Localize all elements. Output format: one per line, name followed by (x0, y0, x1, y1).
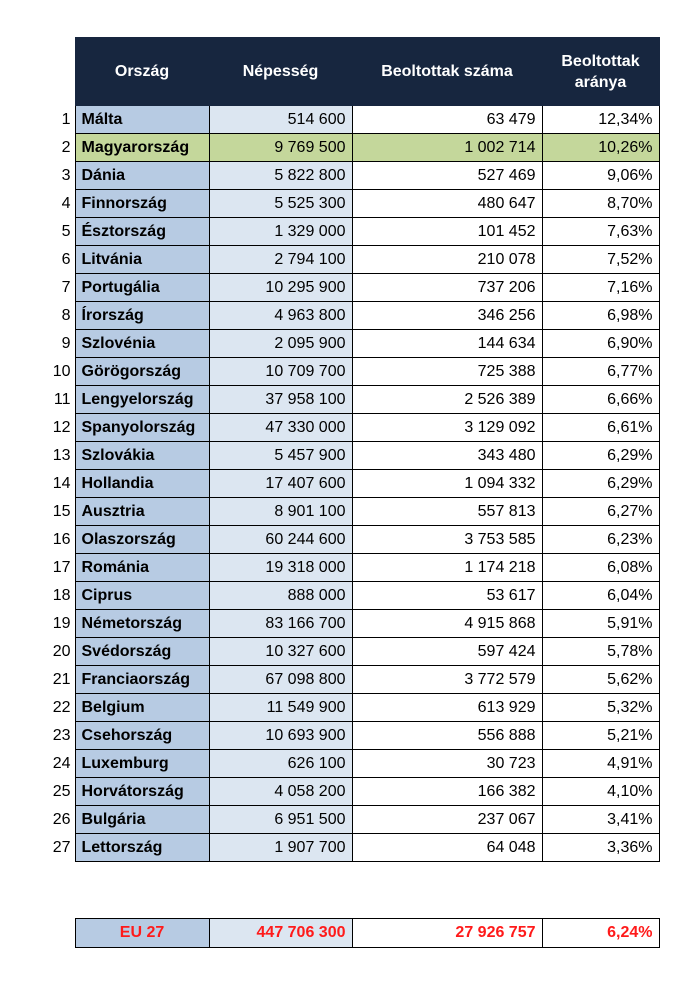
table-row (44, 722, 659, 750)
table-row (44, 442, 659, 470)
population-cell: 1 907 700 (209, 834, 352, 862)
table-row (44, 106, 659, 134)
vaccinated-cell: 30 723 (352, 750, 542, 778)
row-index: 23 (44, 722, 75, 750)
row-index: 22 (44, 694, 75, 722)
table-header-row (44, 38, 659, 106)
country-cell: Belgium (75, 694, 209, 722)
table-row (44, 330, 659, 358)
country-cell: Finnország (75, 190, 209, 218)
country-cell: Észtország (75, 218, 209, 246)
row-index: 2 (44, 134, 75, 162)
country-cell: Szlovákia (75, 442, 209, 470)
vaccinated-cell: 1 002 714 (352, 134, 542, 162)
population-cell: 83 166 700 (209, 610, 352, 638)
table-row (44, 162, 659, 190)
table-row (44, 778, 659, 806)
row-index: 21 (44, 666, 75, 694)
rate-cell: 3,41% (542, 806, 659, 834)
country-cell: Olaszország (75, 526, 209, 554)
vaccinated-header: Beoltottak száma (352, 38, 542, 106)
table-row (44, 134, 659, 162)
table-row (44, 218, 659, 246)
table-row (44, 554, 659, 582)
population-cell: 9 769 500 (209, 134, 352, 162)
table-row (44, 806, 659, 834)
rate-cell: 5,21% (542, 722, 659, 750)
row-index: 24 (44, 750, 75, 778)
rate-cell: 5,91% (542, 610, 659, 638)
rate-cell: 6,29% (542, 442, 659, 470)
vaccinated-cell: 480 647 (352, 190, 542, 218)
population-cell: 17 407 600 (209, 470, 352, 498)
rate-cell: 6,23% (542, 526, 659, 554)
table-row (44, 414, 659, 442)
population-cell: 8 901 100 (209, 498, 352, 526)
country-cell: Írország (75, 302, 209, 330)
total-vaccinated: 27 926 757 (352, 919, 542, 948)
country-cell: Horvátország (75, 778, 209, 806)
vaccinated-cell: 3 753 585 (352, 526, 542, 554)
rate-cell: 6,27% (542, 498, 659, 526)
table-row (44, 526, 659, 554)
row-index: 11 (44, 386, 75, 414)
table-row (44, 498, 659, 526)
population-cell: 47 330 000 (209, 414, 352, 442)
vaccinated-cell: 737 206 (352, 274, 542, 302)
country-cell: Franciaország (75, 666, 209, 694)
rate-cell: 6,90% (542, 330, 659, 358)
rate-cell: 5,78% (542, 638, 659, 666)
row-index: 8 (44, 302, 75, 330)
population-cell: 10 327 600 (209, 638, 352, 666)
population-cell: 4 963 800 (209, 302, 352, 330)
rate-cell: 5,32% (542, 694, 659, 722)
row-index: 18 (44, 582, 75, 610)
country-cell: Málta (75, 106, 209, 134)
row-index: 14 (44, 470, 75, 498)
country-cell: Ausztria (75, 498, 209, 526)
population-cell: 67 098 800 (209, 666, 352, 694)
vaccinated-cell: 346 256 (352, 302, 542, 330)
population-cell: 2 794 100 (209, 246, 352, 274)
vaccinated-cell: 527 469 (352, 162, 542, 190)
row-index: 12 (44, 414, 75, 442)
country-cell: Litvánia (75, 246, 209, 274)
table-row (44, 694, 659, 722)
table-row (44, 358, 659, 386)
country-cell: Szlovénia (75, 330, 209, 358)
vaccinated-cell: 63 479 (352, 106, 542, 134)
vaccinated-cell: 64 048 (352, 834, 542, 862)
total-rate: 6,24% (542, 919, 659, 948)
rate-header (542, 38, 659, 106)
total-row (44, 919, 659, 948)
row-index: 3 (44, 162, 75, 190)
vaccinated-cell: 597 424 (352, 638, 542, 666)
table-row (44, 302, 659, 330)
population-cell: 1 329 000 (209, 218, 352, 246)
row-index: 4 (44, 190, 75, 218)
population-cell: 10 709 700 (209, 358, 352, 386)
table-row (44, 470, 659, 498)
row-index: 7 (44, 274, 75, 302)
population-cell: 5 525 300 (209, 190, 352, 218)
population-cell: 19 318 000 (209, 554, 352, 582)
rate-cell: 7,63% (542, 218, 659, 246)
population-cell: 11 549 900 (209, 694, 352, 722)
rate-cell: 10,26% (542, 134, 659, 162)
country-cell: Dánia (75, 162, 209, 190)
table-row (44, 190, 659, 218)
vaccinated-cell: 556 888 (352, 722, 542, 750)
total-table (44, 918, 660, 948)
row-index: 6 (44, 246, 75, 274)
rate-cell: 6,66% (542, 386, 659, 414)
row-index: 13 (44, 442, 75, 470)
country-cell: Svédország (75, 638, 209, 666)
rate-cell: 6,61% (542, 414, 659, 442)
country-cell: Spanyolország (75, 414, 209, 442)
total-country: EU 27 (75, 919, 209, 948)
country-cell: Portugália (75, 274, 209, 302)
vaccinated-cell: 343 480 (352, 442, 542, 470)
table-row (44, 666, 659, 694)
vaccinated-cell: 557 813 (352, 498, 542, 526)
vaccinated-cell: 237 067 (352, 806, 542, 834)
row-index: 19 (44, 610, 75, 638)
vaccinated-cell: 2 526 389 (352, 386, 542, 414)
table-row (44, 834, 659, 862)
row-index: 17 (44, 554, 75, 582)
rate-cell: 4,10% (542, 778, 659, 806)
country-cell: Magyarország (75, 134, 209, 162)
row-index: 1 (44, 106, 75, 134)
vaccinated-cell: 725 388 (352, 358, 542, 386)
rate-cell: 6,77% (542, 358, 659, 386)
rate-cell: 7,52% (542, 246, 659, 274)
table-row (44, 246, 659, 274)
vaccinated-cell: 144 634 (352, 330, 542, 358)
population-header: Népesség (209, 38, 352, 106)
table-row (44, 638, 659, 666)
rate-cell: 6,98% (542, 302, 659, 330)
rate-cell: 9,06% (542, 162, 659, 190)
country-cell: Görögország (75, 358, 209, 386)
country-cell: Ciprus (75, 582, 209, 610)
table-row (44, 582, 659, 610)
table-row (44, 610, 659, 638)
row-index: 10 (44, 358, 75, 386)
total-index (44, 919, 75, 948)
row-index: 15 (44, 498, 75, 526)
population-cell: 888 000 (209, 582, 352, 610)
vaccinated-cell: 53 617 (352, 582, 542, 610)
vaccinated-cell: 1 094 332 (352, 470, 542, 498)
vaccinated-cell: 101 452 (352, 218, 542, 246)
rate-cell: 7,16% (542, 274, 659, 302)
population-cell: 10 295 900 (209, 274, 352, 302)
population-cell: 60 244 600 (209, 526, 352, 554)
table-row (44, 386, 659, 414)
population-cell: 626 100 (209, 750, 352, 778)
population-cell: 6 951 500 (209, 806, 352, 834)
row-index: 25 (44, 778, 75, 806)
country-cell: Bulgária (75, 806, 209, 834)
rate-cell: 5,62% (542, 666, 659, 694)
rate-cell: 4,91% (542, 750, 659, 778)
country-cell: Németország (75, 610, 209, 638)
total-population: 447 706 300 (209, 919, 352, 948)
vaccinated-cell: 210 078 (352, 246, 542, 274)
vaccinated-cell: 613 929 (352, 694, 542, 722)
rate-cell: 8,70% (542, 190, 659, 218)
population-cell: 4 058 200 (209, 778, 352, 806)
row-index: 5 (44, 218, 75, 246)
country-cell: Lengyelország (75, 386, 209, 414)
index-header (44, 38, 75, 106)
rate-header-line2: aránya (574, 73, 627, 91)
population-cell: 514 600 (209, 106, 352, 134)
country-header: Ország (75, 38, 209, 106)
row-index: 27 (44, 834, 75, 862)
row-index: 16 (44, 526, 75, 554)
vaccinated-cell: 166 382 (352, 778, 542, 806)
row-index: 20 (44, 638, 75, 666)
country-cell: Lettország (75, 834, 209, 862)
vaccinated-cell: 4 915 868 (352, 610, 542, 638)
rate-cell: 3,36% (542, 834, 659, 862)
rate-cell: 6,04% (542, 582, 659, 610)
vaccinated-cell: 3 772 579 (352, 666, 542, 694)
rate-header-line1: Beoltottak (561, 52, 640, 70)
row-index: 26 (44, 806, 75, 834)
rate-cell: 12,34% (542, 106, 659, 134)
vaccination-table (44, 37, 660, 862)
country-cell: Hollandia (75, 470, 209, 498)
population-cell: 2 095 900 (209, 330, 352, 358)
population-cell: 5 822 800 (209, 162, 352, 190)
country-cell: Románia (75, 554, 209, 582)
population-cell: 10 693 900 (209, 722, 352, 750)
table-row (44, 274, 659, 302)
table-row (44, 750, 659, 778)
country-cell: Luxemburg (75, 750, 209, 778)
population-cell: 5 457 900 (209, 442, 352, 470)
table-body (44, 106, 659, 862)
population-cell: 37 958 100 (209, 386, 352, 414)
vaccinated-cell: 1 174 218 (352, 554, 542, 582)
vaccinated-cell: 3 129 092 (352, 414, 542, 442)
country-cell: Csehország (75, 722, 209, 750)
row-index: 9 (44, 330, 75, 358)
rate-cell: 6,08% (542, 554, 659, 582)
rate-cell: 6,29% (542, 470, 659, 498)
